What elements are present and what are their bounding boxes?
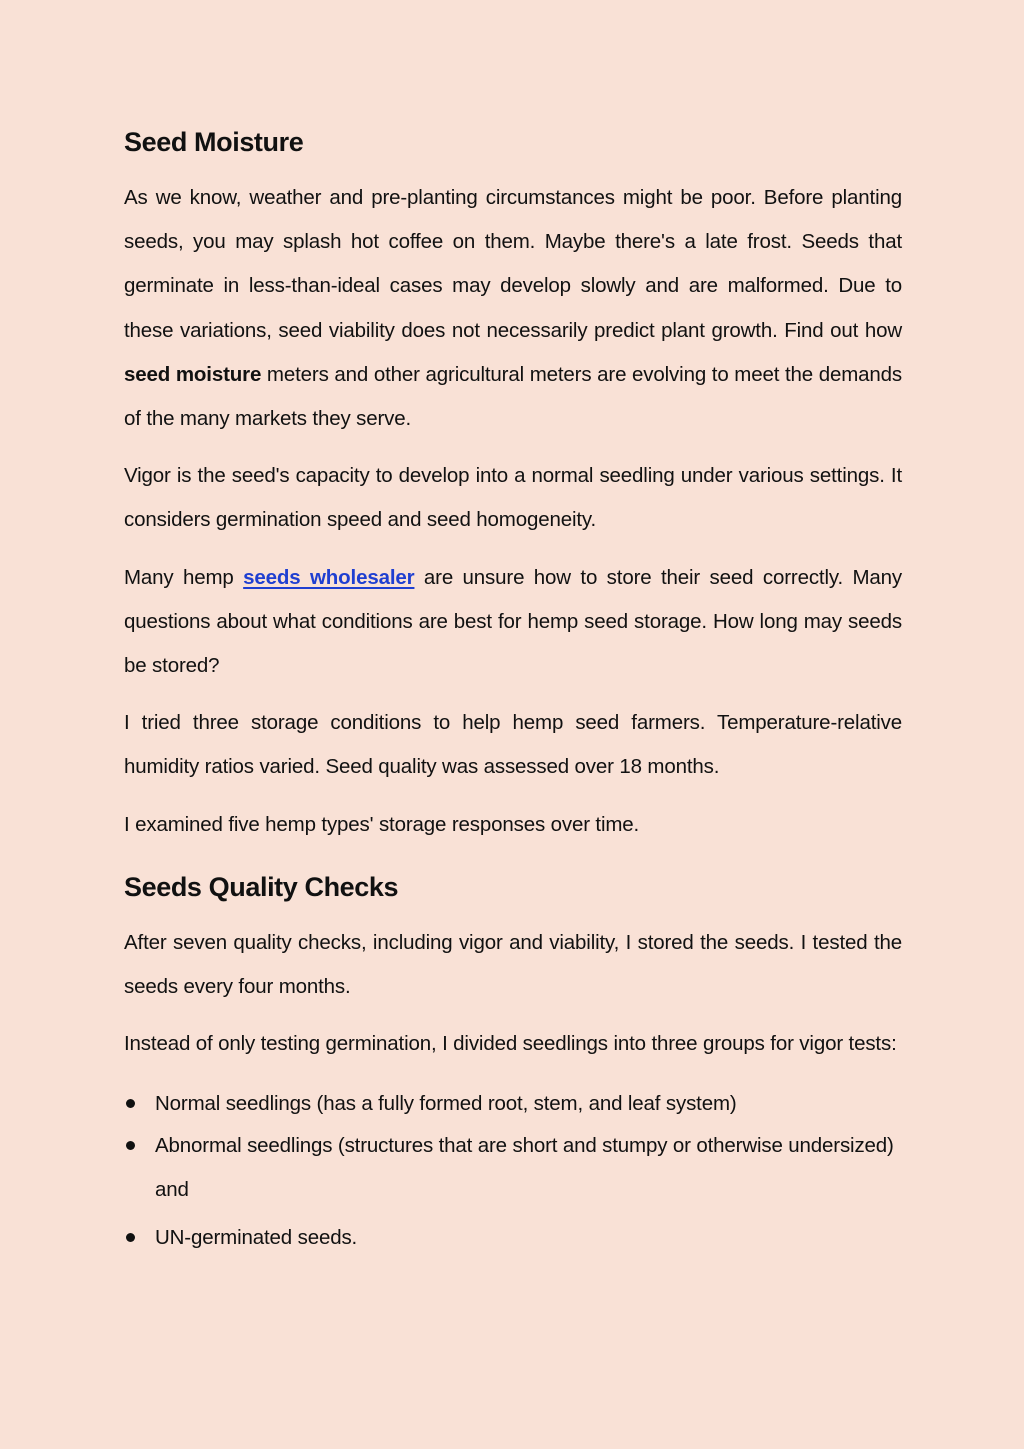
- paragraph-vigor: Vigor is the seed's capacity to develop into a normal seedling under various settings. It considers germination speed and seed homogeneity.: [124, 464, 902, 532]
- list-item: [124, 1082, 902, 1126]
- paragraph-storage-conditions: I tried three storage conditions to help hemp seed farmers. Temperature-relative humidity ratios varied. Seed quality was assessed over 18 months.: [124, 711, 902, 779]
- paragraph-weather-text-1: As we know, weather and pre-planting circumstances might be poor. Before planting seeds, you may splash hot coffee on them. Maybe there's a late frost. Seeds that germinate in less-than-ideal cases may develop slowly and are malformed. Due to these variations, seed viability does not necessarily predict plant growth. Find out how: [124, 186, 902, 342]
- seed-moisture-bold: seed moisture: [124, 362, 262, 386]
- list-item: [124, 1216, 902, 1260]
- paragraph-vigor-tests: Instead of only testing germination, I divided seedlings into three groups for vigor tests:: [124, 1032, 897, 1056]
- paragraph-hemp-types: I examined five hemp types' storage responses over time.: [124, 812, 640, 836]
- paragraph-hemp-text-1: Many hemp: [124, 565, 244, 589]
- paragraph-weather: [124, 176, 902, 441]
- paragraph-weather-text-2: meters and other agricultural meters are evolving to meet the demands of the many markets they serve.: [124, 362, 903, 431]
- list-item: [124, 1124, 902, 1212]
- paragraph-hemp-storage: [124, 556, 902, 689]
- paragraph-quality-checks: After seven quality checks, including vigor and viability, I stored the seeds. I tested the seeds every four months.: [124, 930, 902, 999]
- list-item-text: UN-germinated seeds.: [155, 1226, 358, 1250]
- heading-seeds-quality-checks: Seeds Quality Checks: [124, 871, 399, 902]
- list-item-text: Normal seedlings (has a fully formed root, stem, and leaf system): [155, 1092, 737, 1116]
- bullet-icon: [126, 1099, 135, 1108]
- seeds-wholesaler-link[interactable]: seeds wholesaler: [243, 565, 415, 589]
- paragraph-hemp-text-2: are unsure how to store their seed correctly. Many questions about what conditions are best for hemp seed storage. How long may seeds be stored?: [124, 565, 902, 678]
- bullet-icon: [126, 1233, 135, 1242]
- heading-seed-moisture: Seed Moisture: [124, 127, 304, 157]
- seedling-groups-list: [124, 1082, 902, 1260]
- list-item-text: Abnormal seedlings (structures that are short and stumpy or otherwise undersized) and: [155, 1133, 894, 1201]
- bullet-icon: [126, 1141, 135, 1150]
